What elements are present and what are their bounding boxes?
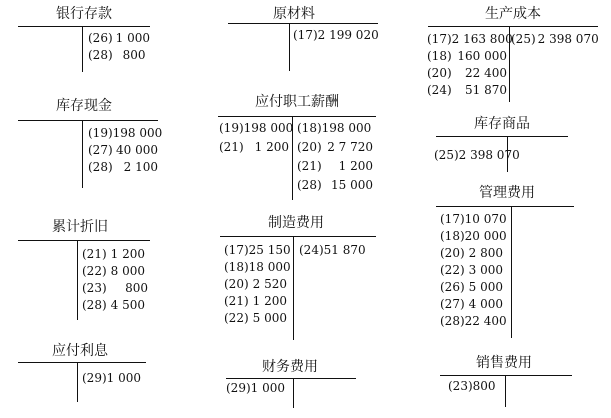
ledger-entry: (20) 22 400 <box>427 66 507 80</box>
debit-column <box>226 380 285 397</box>
account-title: 银行存款 <box>56 6 112 22</box>
account-title: 应付利息 <box>52 343 108 359</box>
ledger-entry: (17)2 163 800 <box>427 32 513 46</box>
t-account-top-line <box>440 375 572 376</box>
t-account-divider <box>82 26 83 72</box>
debit-column <box>219 120 294 156</box>
t-account-top-line <box>428 26 598 27</box>
t-account-top-line <box>18 240 150 241</box>
t-account-top-line <box>218 116 376 117</box>
t-account-top-line <box>228 23 378 24</box>
t-account-top-line <box>436 136 568 137</box>
t-account-divider <box>293 236 294 340</box>
t-account-divider <box>293 378 294 408</box>
ledger-entry: (22) 5 000 <box>224 311 287 325</box>
t-account-divider <box>77 240 78 320</box>
ledger-entry: (19)198 000 <box>88 126 163 140</box>
t-account-top-line <box>18 362 146 363</box>
ledger-entry: (17)2 199 020 <box>293 28 379 42</box>
account-title: 制造费用 <box>268 215 324 231</box>
ledger-entry: (20) 2 520 <box>224 277 287 291</box>
t-account-top-line <box>220 236 376 237</box>
debit-column <box>427 48 507 99</box>
ledger-entry: (18)18 000 <box>224 260 291 274</box>
ledger-entry: (26) 5 000 <box>440 280 503 294</box>
ledger-entry: (18) 160 000 <box>427 49 507 63</box>
credit-column <box>82 370 141 387</box>
t-account-top-line <box>18 120 158 121</box>
t-account-divider <box>82 120 83 188</box>
debit-column <box>224 242 291 327</box>
debit-column <box>440 211 508 330</box>
ledger-entry: (22) 3 000 <box>440 263 503 277</box>
ledger-entry: (24) 51 870 <box>427 83 507 97</box>
t-account-top-line <box>18 26 150 27</box>
t-account-divider <box>289 23 290 71</box>
ledger-entry: (18)20 000 <box>440 229 507 243</box>
ledger-entry: (27) 40 000 <box>88 143 158 157</box>
ledger-entry: (17)10 070 <box>440 212 507 226</box>
credit-column <box>82 246 148 314</box>
credit-column <box>293 27 379 44</box>
ledger-entry: (21) 1 200 <box>297 159 373 173</box>
ledger-entry: (22) 8 000 <box>82 264 145 278</box>
ledger-entry: (25)2 398 070 <box>434 148 520 162</box>
t-account-divider <box>505 375 506 407</box>
ledger-entry: (24)51 870 <box>299 243 366 257</box>
account-title: 生产成本 <box>485 6 541 22</box>
account-title: 销售费用 <box>476 355 532 371</box>
t-account-top-line <box>226 378 356 379</box>
ledger-entry: (28) 800 <box>88 48 146 62</box>
ledger-entry: (28) 4 500 <box>82 298 145 312</box>
account-title: 财务费用 <box>262 359 318 375</box>
credit-column <box>297 120 373 194</box>
credit-column <box>88 30 150 64</box>
account-title: 库存现金 <box>56 98 112 114</box>
ledger-entry: (23)800 <box>448 379 496 393</box>
account-title: 库存商品 <box>474 116 530 132</box>
account-title: 应付职工薪酬 <box>255 94 339 110</box>
credit-column <box>299 242 366 259</box>
ledger-entry: (26) 1 000 <box>88 31 150 45</box>
ledger-entry: (18)198 000 <box>297 121 372 135</box>
ledger-entry: (21) 1 200 <box>224 294 287 308</box>
ledger-entry: (29)1 000 <box>226 381 285 395</box>
ledger-entry: (21) 1 200 <box>219 140 289 154</box>
ledger-entry: (29)1 000 <box>82 371 141 385</box>
ledger-entry: (23) 800 <box>82 281 148 295</box>
account-title: 累计折旧 <box>52 219 108 235</box>
ledger-entry: (20) 2 800 <box>440 246 503 260</box>
t-account-divider <box>77 362 78 402</box>
debit-column <box>434 147 520 164</box>
account-title: 原材料 <box>273 6 315 22</box>
ledger-entry: (19)198 000 <box>219 121 294 135</box>
ledger-entry: (28)22 400 <box>440 314 507 328</box>
t-account-divider <box>511 206 512 338</box>
credit-column <box>88 125 163 176</box>
ledger-entry: (25) 2 398 070 <box>511 32 599 46</box>
debit-column <box>427 31 513 48</box>
account-title: 管理费用 <box>479 185 535 201</box>
t-account-top-line <box>436 206 574 207</box>
ledger-entry: (28) 15 000 <box>297 178 373 192</box>
credit-column <box>511 31 599 48</box>
ledger-entry: (21) 1 200 <box>82 247 145 261</box>
ledger-entry: (20) 2 7 720 <box>297 140 373 154</box>
ledger-entry: (27) 4 000 <box>440 297 503 311</box>
ledger-entry: (28) 2 100 <box>88 160 158 174</box>
debit-column <box>448 378 496 395</box>
ledger-entry: (17)25 150 <box>224 243 291 257</box>
